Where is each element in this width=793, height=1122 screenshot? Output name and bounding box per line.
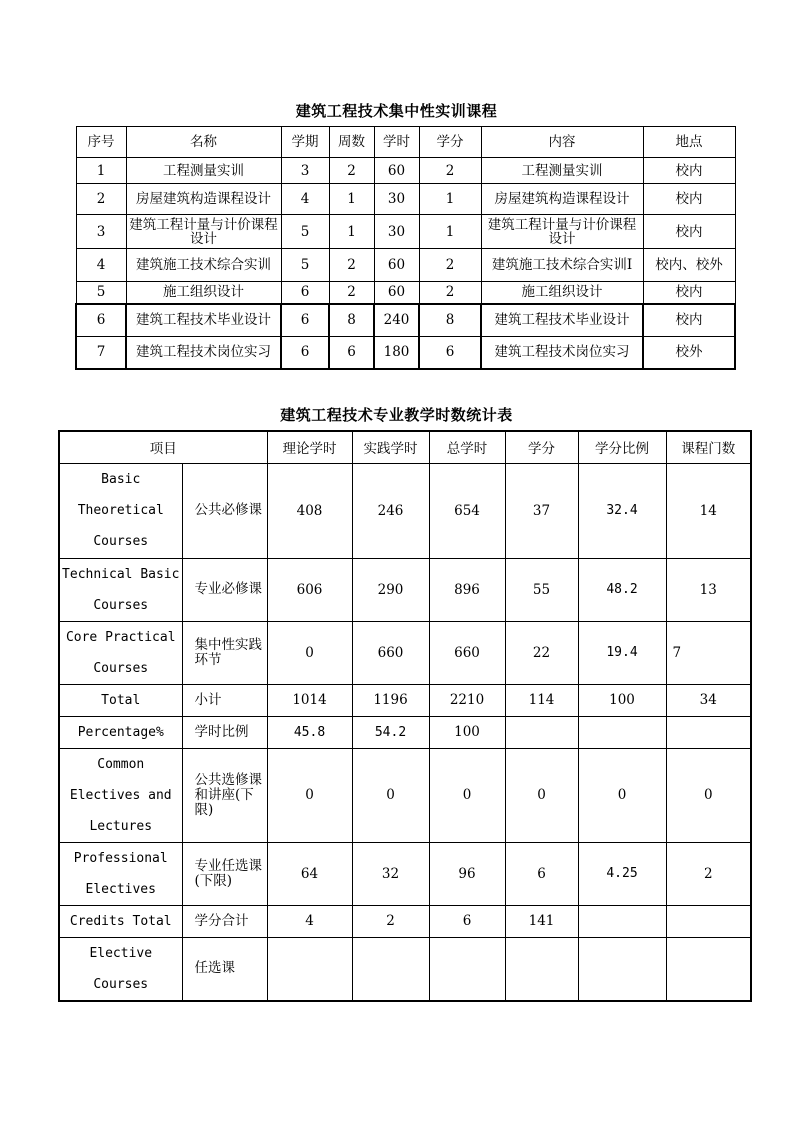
- table-cell: 60: [374, 282, 419, 304]
- category-en: Core Practical Courses: [59, 621, 182, 684]
- table-cell: 13: [666, 558, 751, 621]
- category-en: Basic Theoretical Courses: [59, 463, 182, 558]
- table-cell: 校外: [643, 337, 735, 369]
- table-row: [59, 463, 751, 558]
- category-en: Credits Total: [59, 905, 182, 937]
- table-row: [76, 282, 735, 304]
- header-cell: 学时: [374, 127, 419, 158]
- category-en: Elective Courses: [59, 937, 182, 1001]
- table-cell: 6: [76, 304, 126, 337]
- table-cell: 30: [374, 215, 419, 249]
- table-row: [76, 337, 735, 369]
- table-cell: 3: [76, 215, 126, 249]
- table-cell: 2: [329, 282, 374, 304]
- table-cell: [578, 716, 666, 748]
- table-cell: [352, 937, 429, 1001]
- table-cell: 32.4: [578, 463, 666, 558]
- table-cell: [429, 937, 505, 1001]
- table-cell: 1014: [267, 684, 352, 716]
- table-cell: 6: [281, 282, 329, 304]
- table-cell: 1196: [352, 684, 429, 716]
- table-cell: 64: [267, 842, 352, 905]
- table-cell: 6: [429, 905, 505, 937]
- table-row: [76, 304, 735, 337]
- table-cell: 校内: [643, 158, 735, 184]
- table-cell: 6: [281, 337, 329, 369]
- table-cell: 32: [352, 842, 429, 905]
- table-cell: 建筑工程计量与计价课程设计: [481, 215, 643, 249]
- table-cell: 0: [267, 748, 352, 842]
- table-cell: [505, 937, 578, 1001]
- header-cell: 学分: [419, 127, 481, 158]
- table2-title: 建筑工程技术专业教学时数统计表: [280, 406, 513, 424]
- table-row: [76, 184, 735, 215]
- table-cell: 5: [281, 249, 329, 282]
- table-row: [59, 937, 751, 1001]
- table-cell: 8: [329, 304, 374, 337]
- table-row: [59, 716, 751, 748]
- table-cell: 22: [505, 621, 578, 684]
- table-cell: 100: [429, 716, 505, 748]
- table-cell: 建筑工程计量与计价课程设计: [126, 215, 281, 249]
- category-en: Percentage%: [59, 716, 182, 748]
- table-cell: 2: [666, 842, 751, 905]
- table-cell: 4.25: [578, 842, 666, 905]
- category-en: Common Electives and Lectures: [59, 748, 182, 842]
- table-cell: 校内: [643, 184, 735, 215]
- table-cell: 4: [76, 249, 126, 282]
- category-en: Technical Basic Courses: [59, 558, 182, 621]
- table-cell: 114: [505, 684, 578, 716]
- table-row: [59, 684, 751, 716]
- table-cell: 5: [281, 215, 329, 249]
- table-cell: 37: [505, 463, 578, 558]
- table-cell: [666, 937, 751, 1001]
- table-cell: 7: [76, 337, 126, 369]
- table-cell: 房屋建筑构造课程设计: [126, 184, 281, 215]
- table-cell: 1: [419, 215, 481, 249]
- table-cell: 660: [352, 621, 429, 684]
- table-cell: 60: [374, 158, 419, 184]
- table-cell: 54.2: [352, 716, 429, 748]
- table-cell: 工程测量实训: [481, 158, 643, 184]
- category-cn: 专业必修课: [182, 558, 267, 621]
- table-cell: 校内: [643, 304, 735, 337]
- table-cell: [505, 716, 578, 748]
- table-cell: 408: [267, 463, 352, 558]
- table-cell: 606: [267, 558, 352, 621]
- table-row: [76, 158, 735, 184]
- table-row: [59, 748, 751, 842]
- table-cell: 2: [419, 282, 481, 304]
- table-cell: 5: [76, 282, 126, 304]
- category-en: Professional Electives: [59, 842, 182, 905]
- table-cell: 6: [419, 337, 481, 369]
- category-en: Total: [59, 684, 182, 716]
- header-cell: 课程门数: [666, 431, 751, 463]
- table-cell: 2210: [429, 684, 505, 716]
- header-cell: 项目: [59, 431, 267, 463]
- table-cell: 4: [267, 905, 352, 937]
- category-cn: 集中性实践环节: [182, 621, 267, 684]
- table-cell: 45.8: [267, 716, 352, 748]
- table-cell: 0: [505, 748, 578, 842]
- header-cell: 学分比例: [578, 431, 666, 463]
- header-cell: 内容: [481, 127, 643, 158]
- table-cell: 48.2: [578, 558, 666, 621]
- table-cell: 3: [281, 158, 329, 184]
- table-cell: 2: [352, 905, 429, 937]
- teaching-hours-table: [58, 430, 752, 1002]
- table-cell: 2: [329, 249, 374, 282]
- table-cell: 14: [666, 463, 751, 558]
- table-cell: 654: [429, 463, 505, 558]
- category-cn: 小计: [182, 684, 267, 716]
- table-cell: 100: [578, 684, 666, 716]
- table-row: [59, 905, 751, 937]
- table-cell: [666, 716, 751, 748]
- table1-title: 建筑工程技术集中性实训课程: [295, 102, 498, 120]
- table-row: [59, 842, 751, 905]
- category-cn: 学时比例: [182, 716, 267, 748]
- header-cell: 周数: [329, 127, 374, 158]
- table-cell: 6: [281, 304, 329, 337]
- header-cell: 学期: [281, 127, 329, 158]
- table-cell: 896: [429, 558, 505, 621]
- table-cell: 建筑工程技术毕业设计: [126, 304, 281, 337]
- table-cell: 1: [76, 158, 126, 184]
- table-cell: 180: [374, 337, 419, 369]
- table-cell: 8: [419, 304, 481, 337]
- header-cell: 序号: [76, 127, 126, 158]
- table-cell: 建筑工程技术岗位实习: [481, 337, 643, 369]
- table-cell: 1: [419, 184, 481, 215]
- table-cell: 建筑施工技术综合实训: [126, 249, 281, 282]
- header-cell: 学分: [505, 431, 578, 463]
- table-cell: 7: [666, 621, 751, 684]
- header-cell: 理论学时: [267, 431, 352, 463]
- table-cell: 1: [329, 184, 374, 215]
- table-cell: [267, 937, 352, 1001]
- table-cell: 660: [429, 621, 505, 684]
- category-cn: 公共选修课和讲座(下限): [182, 748, 267, 842]
- table-cell: 建筑工程技术毕业设计: [481, 304, 643, 337]
- table-row: [76, 215, 735, 249]
- table-cell: 0: [352, 748, 429, 842]
- table-cell: 4: [281, 184, 329, 215]
- table-cell: 141: [505, 905, 578, 937]
- table-cell: 房屋建筑构造课程设计: [481, 184, 643, 215]
- table-cell: [578, 937, 666, 1001]
- header-cell: 名称: [126, 127, 281, 158]
- table-cell: 6: [329, 337, 374, 369]
- table-cell: 校内: [643, 215, 735, 249]
- table-cell: 2: [419, 249, 481, 282]
- table-cell: 1: [329, 215, 374, 249]
- table-cell: 6: [505, 842, 578, 905]
- table-cell: 290: [352, 558, 429, 621]
- table-cell: 校内、校外: [643, 249, 735, 282]
- table-cell: 2: [329, 158, 374, 184]
- table-cell: 施工组织设计: [481, 282, 643, 304]
- table-cell: 施工组织设计: [126, 282, 281, 304]
- table-row: [76, 249, 735, 282]
- table-cell: 0: [267, 621, 352, 684]
- table-cell: 0: [578, 748, 666, 842]
- table-cell: 0: [429, 748, 505, 842]
- header-cell: 总学时: [429, 431, 505, 463]
- table-cell: 240: [374, 304, 419, 337]
- table-cell: 2: [76, 184, 126, 215]
- table-cell: 19.4: [578, 621, 666, 684]
- category-cn: 任选课: [182, 937, 267, 1001]
- table-cell: 建筑工程技术岗位实习: [126, 337, 281, 369]
- table-cell: 0: [666, 748, 751, 842]
- table-cell: 34: [666, 684, 751, 716]
- category-cn: 专业任选课(下限): [182, 842, 267, 905]
- table-cell: 工程测量实训: [126, 158, 281, 184]
- category-cn: 学分合计: [182, 905, 267, 937]
- table-cell: [578, 905, 666, 937]
- table-header-row: [59, 431, 751, 463]
- table-cell: 2: [419, 158, 481, 184]
- table-cell: 建筑施工技术综合实训Ⅰ: [481, 249, 643, 282]
- table-cell: [666, 905, 751, 937]
- table-row: [59, 558, 751, 621]
- table-row: [59, 621, 751, 684]
- table-cell: 校内: [643, 282, 735, 304]
- table-cell: 246: [352, 463, 429, 558]
- table-cell: 60: [374, 249, 419, 282]
- header-cell: 实践学时: [352, 431, 429, 463]
- table-cell: 55: [505, 558, 578, 621]
- category-cn: 公共必修课: [182, 463, 267, 558]
- table-cell: 30: [374, 184, 419, 215]
- header-cell: 地点: [643, 127, 735, 158]
- table-header-row: [76, 127, 735, 158]
- practical-courses-table: [75, 126, 736, 370]
- table-cell: 96: [429, 842, 505, 905]
